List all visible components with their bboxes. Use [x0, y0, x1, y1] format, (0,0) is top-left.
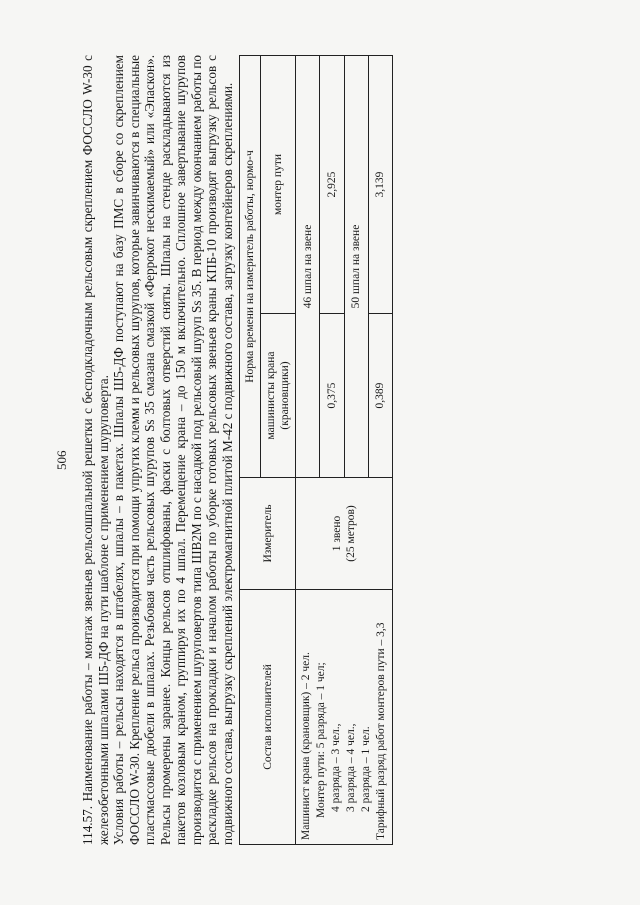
value-fitter-50: 3,139 [368, 56, 392, 314]
crew-line: Машинист крана (крановщик) – 2 чел. [300, 652, 312, 840]
crew-line: 3 разряда – 4 чел., [345, 723, 357, 812]
header-unit: Измеритель [240, 478, 296, 590]
unit-cell: 1 звено (25 метров) [296, 478, 393, 590]
value-fitter-46: 2,925 [320, 56, 344, 314]
paragraph-title: 114.57. Наименование работы – монтаж звеньев рельсошпальной решетки с бесподкладочным рельсовым скреплением ФОССЛО W-30 с железобетонными шпалами Ш5-ДФ на пути шаблоне с применением шуруповерта. [80, 55, 111, 845]
header-crew: Состав исполнителей [240, 590, 296, 845]
paragraph-conditions: Условия работы – рельсы находятся в штабелях, шпалы – в пакетах. Шпалы Ш5-ДФ поступают на базу ПМС в сборе со скреплением ФОССЛО W-30. Крепление рельса производится при помощи упругих клемм и рельсовых шурупов, которые завинчиваются в специальные пластмассовые дюбели в шпалах. Резьбовая часть рельсовых шурупов Ss 35 смазана смазкой «Феррокот нескимаемый» или «Эпаскон». Рельсы промерены заранее. Концы рельсов отшлифованы, фаски с болтовых отверстий сняты. Шпалы на стенде раскладываются из пакетов козловым краном, группируя их по 4 шпал. Перемещение крана – до 150 м включительно. Сплошное завертывание шурупов производится с применением шуруповертов типа ШВ2М по с насадкой под рельсовый шуруп Ss 35. В период между окончанием работы по раскладке рельсов на прокладки и началом работы по уборке готовых рельсовых звеньев краны КПБ-10 производят выгрузку рельсов с подвижного состава, выгрузку скреплений электромагнитной плитой М-42 с подвижного состава, загрузку контейнеров скреплениями. [111, 55, 235, 845]
crew-line: 4 разряда – 3 чел., [330, 723, 342, 812]
table-row-46-label [296, 56, 320, 845]
page-number: 506 [54, 450, 69, 470]
row-label-46: 46 шпал на звене [296, 56, 320, 478]
value-crane-50: 0,389 [368, 314, 392, 478]
value-crane-46: 0,375 [320, 314, 344, 478]
crew-line: Монтер пути: 5 разряда – 1 чел; [315, 662, 327, 818]
header-crane-operators: машинисты крана (крановщики) [261, 314, 296, 478]
crew-line: 2 разряда – 1 чел. [360, 726, 372, 812]
crew-cell [296, 590, 393, 845]
rotated-content [80, 55, 480, 845]
row-label-50: 50 шпал на звене [344, 56, 368, 478]
norms-table [239, 55, 393, 845]
crew-line: Тарифный разряд работ монтеров пути – 3,3 [375, 622, 387, 840]
table-header-row [240, 56, 261, 845]
header-norm: Норма времени на измеритель работы, нормо-ч [240, 56, 261, 478]
header-track-fitter: монтер пути [261, 56, 296, 314]
